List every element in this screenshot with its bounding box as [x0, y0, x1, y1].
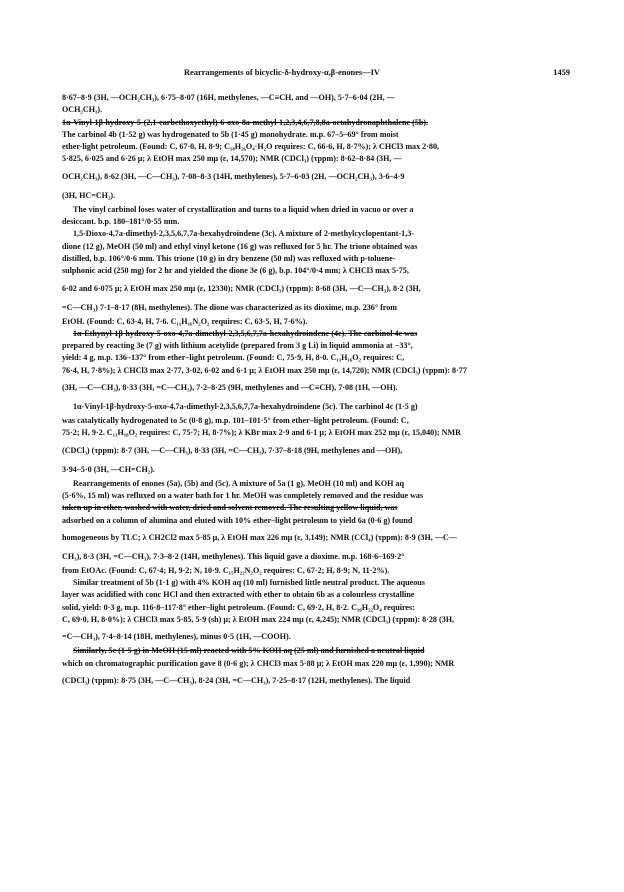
text-line: desiccant. b.p. 180–181°/0·55 mm. — [62, 217, 180, 227]
text-line: 76·4, H, 7·8%); λ CHCl3 max 2·77, 3·02, 6·02 and 6·1 μ; λ EtOH max 250 mμ (ε, 14,720); NMR (CDCl₃) (τppm): 8·77 — [62, 365, 467, 375]
text-line: 8·67–8·9 (3H, —OCH₂CH₃), 6·75–8·07 (16H, methylenes, —C≡CH, and —OH), 5·7–6·04 (2H, — — [62, 93, 395, 102]
text-line: dione (12 g), MeOH (50 ml) and ethyl vinyl ketone (16 g) was refluxed for 5 hr. The trione obtained was — [62, 241, 418, 251]
text-line: 3·94–5·0 (3H, —CH=CH₂). — [62, 464, 155, 474]
text-line: (5·6%, 15 ml) was refluxed on a water bath for 1 hr. MeOH was completely removed and the residue was — [62, 490, 424, 500]
text-line: distilled, b.p. 106°/0·6 mm. This trione (10 g) in dry benzene (50 ml) was refluxed with p-toluene- — [62, 253, 396, 263]
text-line: CH₃), 8·3 (3H, =C—CH₃), 7·3–8·2 (14H, methylenes). This liquid gave a dioxime. m.p. 168·6–169·2° — [62, 551, 405, 561]
text-line: OCH₂CH₃), 8·62 (3H, —C—CH₃), 7·08–8·3 (14H, methylenes), 5·7–6·03 (2H, —OCH₂CH₃), 3·6–4·9 — [62, 171, 405, 181]
running-title: Rearrangements of bicyclic-δ-hydroxy-α,β-enones—IV — [184, 68, 380, 77]
text-line: adsorbed on a column of alumina and eluted with 10% ether–light petroleum to yield 6a (0·6 g) found — [62, 515, 413, 525]
text-line: 6·02 and 6·075 μ; λ EtOH max 250 mμ (ε, 12330); NMR (CDCl₃) (τppm): 8·68 (3H, —C—CH₃), 8·2 (3H, — [62, 283, 421, 293]
text-line: taken up in ether, washed with water, dried and solvent removed. The resulting yellow liquid, was — [62, 503, 398, 513]
text-line: prepared by reacting 3e (7 g) with lithium acetylide (prepared from 3 g Li) in liquid ammonia at −33°, — [62, 341, 413, 351]
text-line: (CDCl₃) (τppm): 8·75 (3H, —C—CH₃), 8·24 (3H, =C—CH₃), 7·25–8·17 (12H, methylenes). The liquid — [62, 675, 411, 685]
text-line: ether-light petroleum. (Found: C, 67·0, H, 8·9; C₁₈H₂₆O₄·H₂O requires: C, 66·6, H, 8·7%); λ CHCl3 max 2·80, — [62, 142, 440, 152]
text-line: 1α-Vinyl-1β-hydroxy-5-oxo-4,7a-dimethyl-2,3,5,6,7,7a-hexahydroindene (5c). The carbinol 4c (1·5 g) — [73, 402, 418, 412]
text-line: was catalytically hydrogenated to 5c (0·8 g), m.p. 101–101·5° from ether–light petroleum. (Found: C, — [62, 416, 409, 426]
text-line: which on chromatographic purification gave 8 (0·6 g); λ CHCl3 max 5·88 μ; λ EtOH max 220 mμ (ε, 1,990); NMR — [62, 658, 455, 668]
text-line: =C—CH₃), 7·4–8·14 (18H, methylenes), minus 0·5 (1H, —COOH). — [62, 632, 291, 642]
text-line: 5·825, 6·025 and 6·26 μ; λ EtOH max 250 mμ (ε, 14,570); NMR (CDCl₃) (τppm): 8·62–8·84 (3H, — — [62, 154, 402, 164]
text-line: OCH₂CH₃). — [62, 105, 103, 115]
page-number: 1459 — [553, 68, 570, 77]
text-line: layer was acidified with conc HCl and then extracted with ether to obtain 6b as a colourless crystalline — [62, 590, 415, 600]
text-line: =C—CH₃) 7·1–8·17 (8H, methylenes). The dione was characterized as its dioxime, m.p. 236° from — [62, 302, 398, 312]
text-line: 1α-Ethynyl-1β-hydroxy-5-oxo-4,7a-dimethyl-2,3,5,6,7,7a-hexahydroindene (4e). The carbinol 4e was — [73, 328, 418, 338]
text-line: sulphonic acid (250 mg) for 2 hr and yielded the dione 3e (6 g), b.p. 104°/0·4 mm; λ CHCl3 max 5·75, — [62, 266, 409, 276]
text-line: Similarly, 5c (1·5 g) in MeOH (15 ml) reacted with 5% KOH aq (25 ml) and furnished a neutral liquid — [73, 646, 425, 656]
text-line: 1α-Vinyl-1β-hydroxy-5-(2,1-carbethoxyethyl)-6-oxo-8a-methyl-1,2,3,4,6,7,8,8a-octahydronaphthalene (5b). — [62, 117, 429, 127]
text-line: 75·2; H, 9·2. C₁₃H₁₈O₂ requires: C, 75·7; H, 8·7%); λ KBr max 2·9 and 6·1 μ; λ EtOH max 252 mμ (ε, 15,040); NMR — [62, 428, 461, 438]
text-line: The carbinol 4b (1·52 g) was hydrogenated to 5b (1·45 g) monohydrate. m.p. 67–5–69° from moist — [62, 129, 399, 139]
text-line: (CDCl₃) (τppm): 8·7 (3H, —C—CH₃), 8·33 (3H, =C—CH₃), 7·37–8·18 (9H, methylenes and —OH), — [62, 445, 403, 455]
text-line: (3H, —C—CH₃), 8·33 (3H, =C—CH₃), 7·2–8·25 (9H, methylenes and —C≡CH), 7·08 (1H, —OH). — [62, 383, 398, 393]
text-line: solid, yield: 0·3 g, m.p. 116·8–117·8° ether–light petroleum. (Found: C, 69·2, H, 8·2. C₁₆H₂₂O₄ requires: — [62, 602, 415, 612]
text-line: (3H, HC=CH₂). — [62, 190, 116, 200]
text-line: from EtOAc. (Found: C, 67·4; H, 9·2; N, 10·9. C₁₅H₂₂N₂O₂ requires: C, 67·2; H, 8·9; N, 11·2%). — [62, 565, 390, 575]
text-line: 1,5-Dioxo-4,7a-dimethyl-2,3,5,6,7,7a-hexahydroindene (3c). A mixture of 2-methylcyclopentant-1,3- — [73, 229, 414, 239]
running-header — [62, 66, 570, 80]
text-line: yield: 4 g, m.p. 136–137° from ether–light petroleum. (Found: C, 75·9, H, 8·0. C₁₃H₁₆O₂ requires: C, — [62, 353, 405, 363]
text-line: Similar treatment of 5b (1·1 g) with 4% KOH aq (10 ml) furnished little neutral product. The aqueous — [73, 578, 425, 588]
text-line: EtOH. (Found: C, 63·4, H, 7·6. C₁₁H₁₆N₂O₂ requires: C, 63·5, H, 7·6%). — [62, 316, 308, 326]
experimental-text — [62, 92, 570, 689]
text-line: C, 69·0, H, 8·0%); λ CHCl3 max 5·85, 5·9 (sh) μ; λ EtOH max 224 mμ (ε, 4,245); NMR (CDCl₃) (τppm): 8·28 (3H, — [62, 615, 455, 625]
text-line: Rearrangements of enones (5a), (5b) and (5c). A mixture of 5a (1 g), MeOH (10 ml) and KOH aq — [73, 478, 404, 488]
text-line: homogeneous by TLC; λ CH2Cl2 max 5·85 μ, λ EtOH max 226 mμ (ε, 3,149); NMR (CCl₄) (τppm): 8·9 (3H, —C— — [62, 532, 457, 542]
text-line: The vinyl carbinol loses water of crystallization and turns to a liquid when dried in vacuo or over a — [73, 204, 414, 214]
